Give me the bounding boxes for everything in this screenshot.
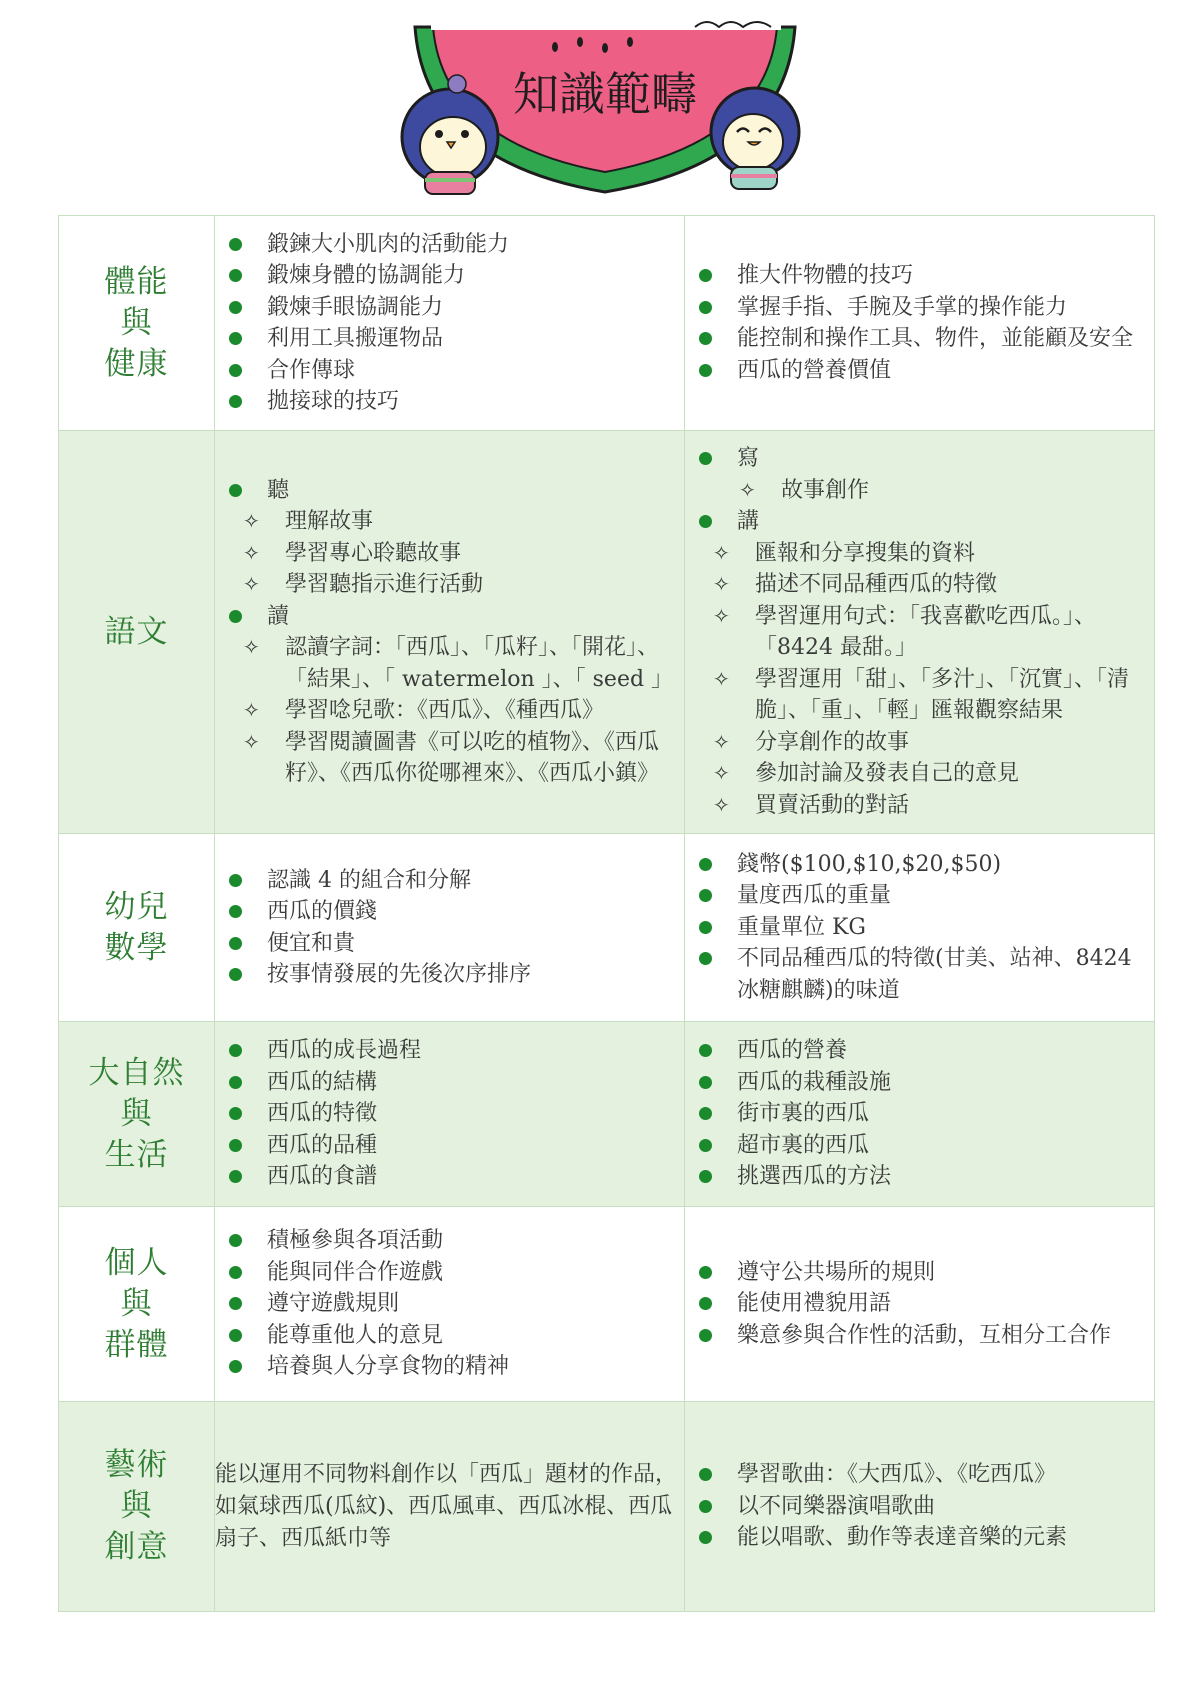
sub-item: ✧ 參加討論及發表自己的意見 — [707, 758, 1154, 790]
category-label: 語文 — [104, 613, 169, 650]
sub-item: ✧ 故事創作 — [733, 475, 1154, 507]
sub-item: ✧ 學習唸兒歌：《西瓜》、《種西瓜》 — [237, 695, 684, 727]
category-cell — [59, 1402, 215, 1612]
category-label: 大自然 — [88, 1054, 185, 1091]
bullet-icon — [229, 874, 242, 887]
sub-item: ✧ 學習運用句式：「我喜歡吃西瓜。」、「8424 最甜。」 — [707, 601, 1154, 664]
category-label: 創意 — [104, 1529, 169, 1565]
star-bullet-icon: ✧ — [243, 540, 260, 565]
list-item: 西瓜的結構 — [215, 1067, 684, 1099]
category-label: 數學 — [104, 929, 169, 966]
table-row — [59, 834, 1155, 1022]
list-item: 推大件物體的技巧 — [685, 260, 1154, 292]
table-row — [59, 216, 1155, 431]
bullet-icon — [229, 1329, 242, 1342]
star-bullet-icon: ✧ — [243, 572, 260, 596]
star-bullet-icon: ✧ — [243, 509, 260, 533]
bullet-icon — [229, 1139, 242, 1152]
list-item: 講 ✧ 匯報和分享搜集的資料 ✧ 描述不同品種西瓜的特徵 ✧ 學習運用句式：「我喜歡吃西瓜。」、「8424 最甜。」 ✧ 學習運用「甜」、「多汁」、「沉實」、「清脆」、「重」、「輕」匯報觀察結果 ✧ 分享創作的故事 ✧ 參加討論及發表自己的意見 ✧ 買賣活動的對話 — [685, 506, 1154, 821]
category-cell — [59, 216, 215, 431]
list-item: 以不同樂器演唱歌曲 — [685, 1491, 1154, 1523]
sub-item: ✧ 匯報和分享搜集的資料 — [707, 538, 1154, 570]
list-item: 能以唱歌、動作等表達音樂的元素 — [685, 1522, 1154, 1554]
bullet-icon — [229, 1107, 242, 1120]
category-label: 與 — [120, 1285, 153, 1322]
watermelon-banner — [395, 12, 815, 212]
list-item: 西瓜的特徵 — [215, 1098, 684, 1130]
bullet-icon — [229, 1297, 242, 1310]
list-item: 遵守公共場所的規則 — [685, 1257, 1154, 1289]
left-column — [215, 431, 685, 834]
star-bullet-icon: ✧ — [713, 666, 730, 691]
bullet-icon — [699, 1297, 712, 1310]
sub-item: ✧ 描述不同品種西瓜的特徵 — [707, 569, 1154, 601]
list-item: 西瓜的品種 — [215, 1130, 684, 1162]
bullet-icon — [699, 952, 712, 965]
star-bullet-icon: ✧ — [713, 792, 730, 817]
list-item: 超市裏的西瓜 — [685, 1130, 1154, 1162]
list-item: 積極參與各項活動 — [215, 1225, 684, 1257]
star-bullet-icon: ✧ — [713, 572, 730, 596]
left-column — [215, 1207, 685, 1402]
category-label: 與 — [120, 304, 153, 341]
sub-item: ✧ 學習閱讀圖書《可以吃的植物》、《西瓜籽》、《西瓜你從哪裡來》、《西瓜小鎮》 — [237, 727, 684, 790]
right-column — [685, 216, 1155, 431]
category-label: 與 — [120, 1488, 153, 1524]
list-item: 學習歌曲：《大西瓜》、《吃西瓜》 — [685, 1459, 1154, 1491]
bullet-icon — [229, 332, 242, 345]
right-column — [685, 834, 1155, 1022]
table-row — [59, 1207, 1155, 1402]
sub-item: ✧ 認讀字詞：「西瓜」、「瓜籽」、「開花」、「結果」、「 watermelon 」、「 seed 」 — [237, 632, 684, 695]
table-row — [59, 1022, 1155, 1207]
sub-item: ✧ 理解故事 — [237, 506, 684, 538]
category-label: 與 — [120, 1095, 153, 1132]
list-item: 西瓜的價錢 — [215, 896, 684, 928]
bullet-icon — [229, 1234, 242, 1247]
bullet-icon — [699, 1266, 712, 1279]
bullet-icon — [699, 515, 712, 528]
bullet-icon — [699, 332, 712, 345]
list-item: 西瓜的食譜 — [215, 1161, 684, 1193]
bullet-icon — [229, 905, 242, 918]
star-bullet-icon: ✧ — [243, 729, 260, 754]
list-item: 利用工具搬運物品 — [215, 323, 684, 355]
bullet-icon — [699, 1531, 712, 1544]
list-item: 重量單位 KG — [685, 912, 1154, 944]
category-label: 生活 — [104, 1136, 169, 1173]
bullet-icon — [229, 1076, 242, 1089]
list-item: 能使用禮貌用語 — [685, 1288, 1154, 1320]
bullet-icon — [699, 301, 712, 314]
bullet-icon — [699, 1170, 712, 1183]
star-bullet-icon: ✧ — [739, 477, 756, 502]
sub-item: ✧ 買賣活動的對話 — [707, 790, 1154, 822]
bullet-icon — [699, 1468, 712, 1481]
bullet-icon — [229, 1044, 242, 1057]
table-row — [59, 431, 1155, 834]
bullet-icon — [229, 1266, 242, 1279]
list-item: 寫 ✧ 故事創作 — [685, 443, 1154, 506]
bullet-icon — [699, 269, 712, 282]
list-item: 鍛煉手眼協調能力 — [215, 292, 684, 324]
right-column — [685, 1207, 1155, 1402]
sub-item: ✧ 學習運用「甜」、「多汁」、「沉實」、「清脆」、「重」、「輕」匯報觀察結果 — [707, 664, 1154, 727]
category-label: 幼兒 — [104, 888, 169, 925]
bullet-icon — [699, 921, 712, 934]
right-column — [685, 1402, 1155, 1612]
sub-item: ✧ 學習專心聆聽故事 — [237, 538, 684, 570]
star-bullet-icon: ✧ — [713, 729, 730, 754]
category-cell — [59, 1022, 215, 1207]
left-column — [215, 1022, 685, 1207]
bullet-icon — [229, 484, 242, 497]
bullet-icon — [229, 395, 242, 408]
list-item: 按事情發展的先後次序排序 — [215, 959, 684, 991]
list-item: 認識 4 的組合和分解 — [215, 865, 684, 897]
bullet-icon — [699, 1044, 712, 1057]
list-item: 能與同伴合作遊戲 — [215, 1257, 684, 1289]
bullet-icon — [699, 858, 712, 871]
category-label: 群體 — [104, 1326, 169, 1363]
bullet-icon — [699, 1107, 712, 1120]
category-label: 體能 — [104, 263, 169, 300]
list-item: 西瓜的營養價值 — [685, 355, 1154, 387]
list-item: 能尊重他人的意見 — [215, 1320, 684, 1352]
list-item: 西瓜的栽種設施 — [685, 1067, 1154, 1099]
left-column — [215, 1402, 685, 1612]
category-label: 個人 — [104, 1244, 169, 1281]
bullet-icon — [229, 364, 242, 377]
sub-item: ✧ 分享創作的故事 — [707, 727, 1154, 759]
list-item: 鍛鍊大小肌肉的活動能力 — [215, 229, 684, 261]
knowledge-table — [58, 215, 1155, 1612]
list-item: 讀 ✧ 認讀字詞：「西瓜」、「瓜籽」、「開花」、「結果」、「 watermelon 」、「 seed 」 ✧ 學習唸兒歌：《西瓜》、《種西瓜》 ✧ 學習閱讀圖書《可以吃的植物》、《西瓜籽》、《西瓜你從哪裡來》、《西瓜小鎮》 — [215, 601, 684, 790]
star-bullet-icon: ✧ — [243, 698, 260, 722]
bullet-icon — [229, 301, 242, 314]
sub-item: ✧ 學習聽指示進行活動 — [237, 569, 684, 601]
list-item: 樂意參與合作性的活動，互相分工合作 — [685, 1320, 1154, 1352]
list-item: 鍛煉身體的協調能力 — [215, 260, 684, 292]
right-column — [685, 1022, 1155, 1207]
list-item: 合作傳球 — [215, 355, 684, 387]
left-column — [215, 216, 685, 431]
list-item: 能控制和操作工具、物件，並能顧及安全 — [685, 323, 1154, 355]
list-item: 聽 ✧ 理解故事 ✧ 學習專心聆聽故事 ✧ 學習聽指示進行活動 — [215, 475, 684, 601]
left-column — [215, 834, 685, 1022]
category-cell — [59, 1207, 215, 1402]
bullet-icon — [699, 1329, 712, 1342]
bullet-icon — [699, 1139, 712, 1152]
banner-title: 知識範疇 — [513, 67, 697, 121]
list-item: 西瓜的成長過程 — [215, 1035, 684, 1067]
bullet-icon — [699, 889, 712, 902]
list-item: 掌握手指、手腕及手掌的操作能力 — [685, 292, 1154, 324]
list-item: 挑選西瓜的方法 — [685, 1161, 1154, 1193]
list-item: 街市裏的西瓜 — [685, 1098, 1154, 1130]
right-bird-icon — [711, 88, 799, 189]
category-cell — [59, 431, 215, 834]
list-item: 不同品種西瓜的特徵(甘美、站神、8424 冰糖麒麟)的味道 — [685, 943, 1154, 1006]
list-item: 拋接球的技巧 — [215, 386, 684, 418]
bullet-icon — [229, 1170, 242, 1183]
list-item: 量度西瓜的重量 — [685, 880, 1154, 912]
list-item: 錢幣($100,$10,$20,$50) — [685, 849, 1154, 881]
right-column — [685, 431, 1155, 834]
bullet-icon — [229, 1360, 242, 1373]
paragraph-text: 能以運用不同物料創作以「西瓜」題材的作品，如氣球西瓜(瓜紋)、西瓜風車、西瓜冰棍、西瓜扇子、西瓜紙巾等 — [215, 1461, 678, 1551]
bullet-icon — [229, 610, 242, 623]
bullet-icon — [229, 968, 242, 981]
category-cell — [59, 834, 215, 1022]
list-item: 西瓜的營養 — [685, 1035, 1154, 1067]
star-bullet-icon: ✧ — [713, 761, 730, 785]
table-row — [59, 1402, 1155, 1612]
star-bullet-icon: ✧ — [713, 540, 730, 565]
star-bullet-icon: ✧ — [243, 635, 260, 659]
bullet-icon — [229, 937, 242, 950]
list-item: 遵守遊戲規則 — [215, 1288, 684, 1320]
category-label: 健康 — [104, 345, 169, 382]
list-item: 培養與人分享食物的精神 — [215, 1351, 684, 1383]
bullet-icon — [699, 1076, 712, 1089]
category-label: 藝術 — [104, 1447, 169, 1483]
bullet-icon — [699, 1500, 712, 1513]
list-item: 便宜和貴 — [215, 928, 684, 960]
bullet-icon — [229, 238, 242, 251]
star-bullet-icon: ✧ — [713, 603, 730, 628]
bullet-icon — [699, 364, 712, 377]
bullet-icon — [229, 269, 242, 282]
bullet-icon — [699, 452, 712, 465]
